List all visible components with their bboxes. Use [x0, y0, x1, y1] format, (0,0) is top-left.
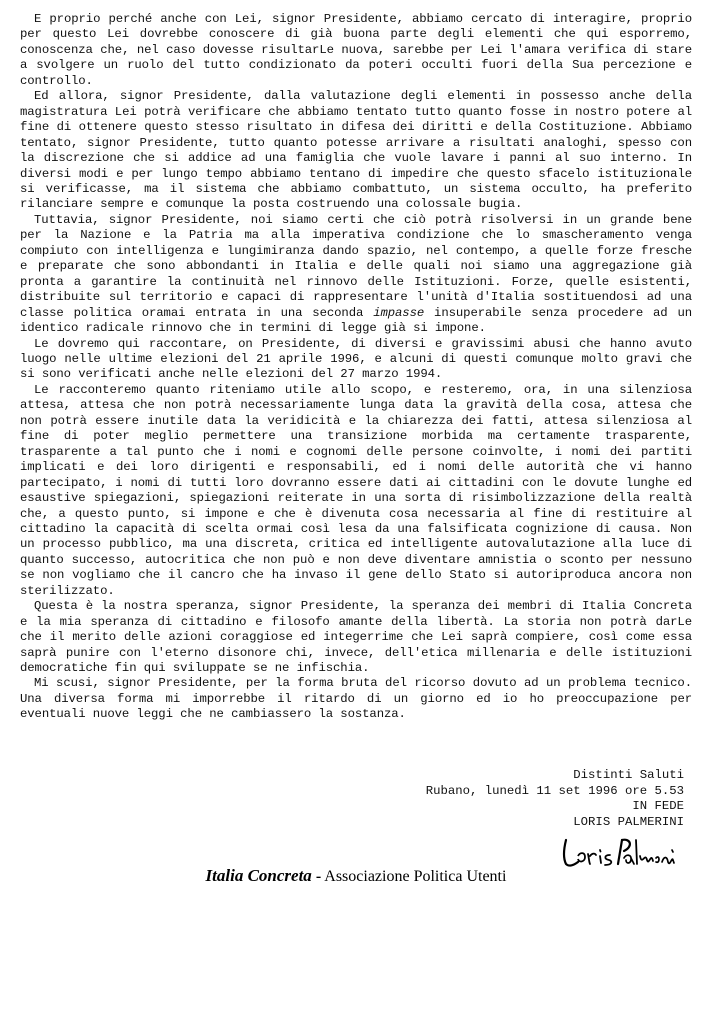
footer-tagline: Associazione Politica Utenti — [324, 868, 507, 885]
paragraph-5: Le racconteremo quanto riteniamo utile allo scopo, e resteremo, ora, in una silenziosa attesa, attesa che non potrà necessariamente lunga data la gravità della cosa, attesa che non potrà essere inutile data la veridicità e la chiarezza dei fatti, attesa silenziosa al fine di poter meglio permettere una transizione morbida ma certamente trasparente, trasparente a tal punto che i nomi e cognomi delle persone coinvolte, i nomi dei partiti implicati e dei loro dirigenti e responsabili, ed i nomi delle autorità che vi hanno partecipato, i nomi di tutti loro dovranno essere dati ai cittadini con le dovute lunghe ed esaustive spiegazioni, spiegazioni reiterate in una sorta di risimbolizzazione della realtà che, a questo punto, si impone e che è divenuta cosa necessaria al fine di restituire al cittadino la capacità di scelta ormai così lesa da una falsificata cognizione di causa. Non un processo pubblico, ma una discreta, critica ed intelligente autovalutazione alla luce di quanto successo, autocritica che non può e non deve diventare amnistia o sconto per nessuno se non vogliamo che il cancro che ha invaso il gene dello Stato si autoriproduca ancora non sterilizzato. — [20, 382, 692, 598]
closing-author: LORIS PALMERINI — [573, 814, 684, 829]
closing-motto: IN FEDE — [632, 799, 684, 813]
closing-greeting: Distinti Saluti — [573, 768, 684, 782]
letterhead-footer — [0, 866, 712, 886]
paragraph-4: Le dovremo qui raccontare, on Presidente, di diversi e gravissimi abusi che hanno avuto luogo nelle ultime elezioni del 21 aprile 1996, e alcuni di questi comunque molto gravi che si sono verificati anche nelle elezioni del 27 marzo 1994. — [20, 336, 692, 382]
footer-brand: Italia Concreta — [205, 866, 312, 885]
paragraph-6: Questa è la nostra speranza, signor Presidente, la speranza dei membri di Italia Concreta e la mia speranza di cittadino e filosofo amante della libertà. La storia non potrà darLe che il merito delle azioni coraggiose ed integerrime che Lei saprà compiere, così come essa saprà punire con l'eterno disonore chi, invece, dell'etica millenaria e delle istituzioni democratiche fin qui sviluppate se ne infischia. — [20, 599, 692, 676]
paragraph-3 — [20, 213, 692, 337]
paragraph-3-tail: insuperabile senza procedere ad un identico radicale rinnovo che in termini di legge già si impone. — [20, 305, 693, 336]
letter-closing — [324, 768, 684, 830]
paragraph-2: Ed allora, signor Presidente, dalla valutazione degli elementi in possesso anche della magistratura Lei potrà verificare che abbiamo tentato tutto quanto fosse in nostro potere al fine di ottenere questo stesso risultato in difesa dei diritti e della Costituzione. Abbiamo tentato, signor Presidente, tutto quanto potesse arrivare a risultati analoghi, spesso con la discrezione che si addice ad una famiglia che vuole lavare i panni al suo interno. In diversi modi e per lungo tempo abbiamo tentano di impedire che questo sfacelo istituzionale si verificasse, ma il sistema che abbiamo combattuto, un sistema occulto, ha preferito rilanciare sempre e comunque la posta costruendo una colossale bugia. — [20, 89, 692, 212]
paragraph-1: E proprio perché anche con Lei, signor Presidente, abbiamo cercato di interagire, proprio per questo Lei dovrebbe conoscere di già buona parte degli elementi che qui esporremo, conoscenza che, nel caso dovesse risultarLe nuova, sarebbe per Lei l'amara verifica di stare a svolgere un ruolo del tutto condizionato da poteri occulti fuori della Sua percezione e controllo. — [20, 12, 692, 88]
paragraph-7: Mi scusi, signor Presidente, per la forma bruta del ricorso dovuto ad un problema tecnico. Una diversa forma mi imporrebbe il ritardo di un giorno ed io ho preoccupazione per eventuali nuove leggi che ne cambiassero la sostanza. — [20, 676, 692, 722]
closing-place-date: Rubano, lunedì 11 set 1996 ore 5.53 — [425, 783, 684, 798]
paragraph-3-italic: impasse — [373, 305, 425, 320]
handwritten-signature-icon — [560, 834, 680, 870]
paragraph-3-text: Tuttavia, signor Presidente, noi siamo certi che ciò potrà risolversi in un grande bene per la Nazione e la Patria ma alla imperativa condizione che lo smascheramento venga compiuto con intelligenza e lungimiranza dando spazio, nel contempo, a quelle forze fresche e preparate che sono abbondanti in Italia e delle quali noi siamo una aggregazione già pronta a garantire la continuità nel rinnovo delle Istituzioni. Forze, quelle esistenti, distribuite sul territorio e capaci di rappresentare l'unità d'Italia sostituendosi ad una classe politica oramai entrata in una seconda — [20, 212, 692, 320]
letter-body — [20, 12, 692, 723]
footer-separator: - — [315, 868, 322, 885]
